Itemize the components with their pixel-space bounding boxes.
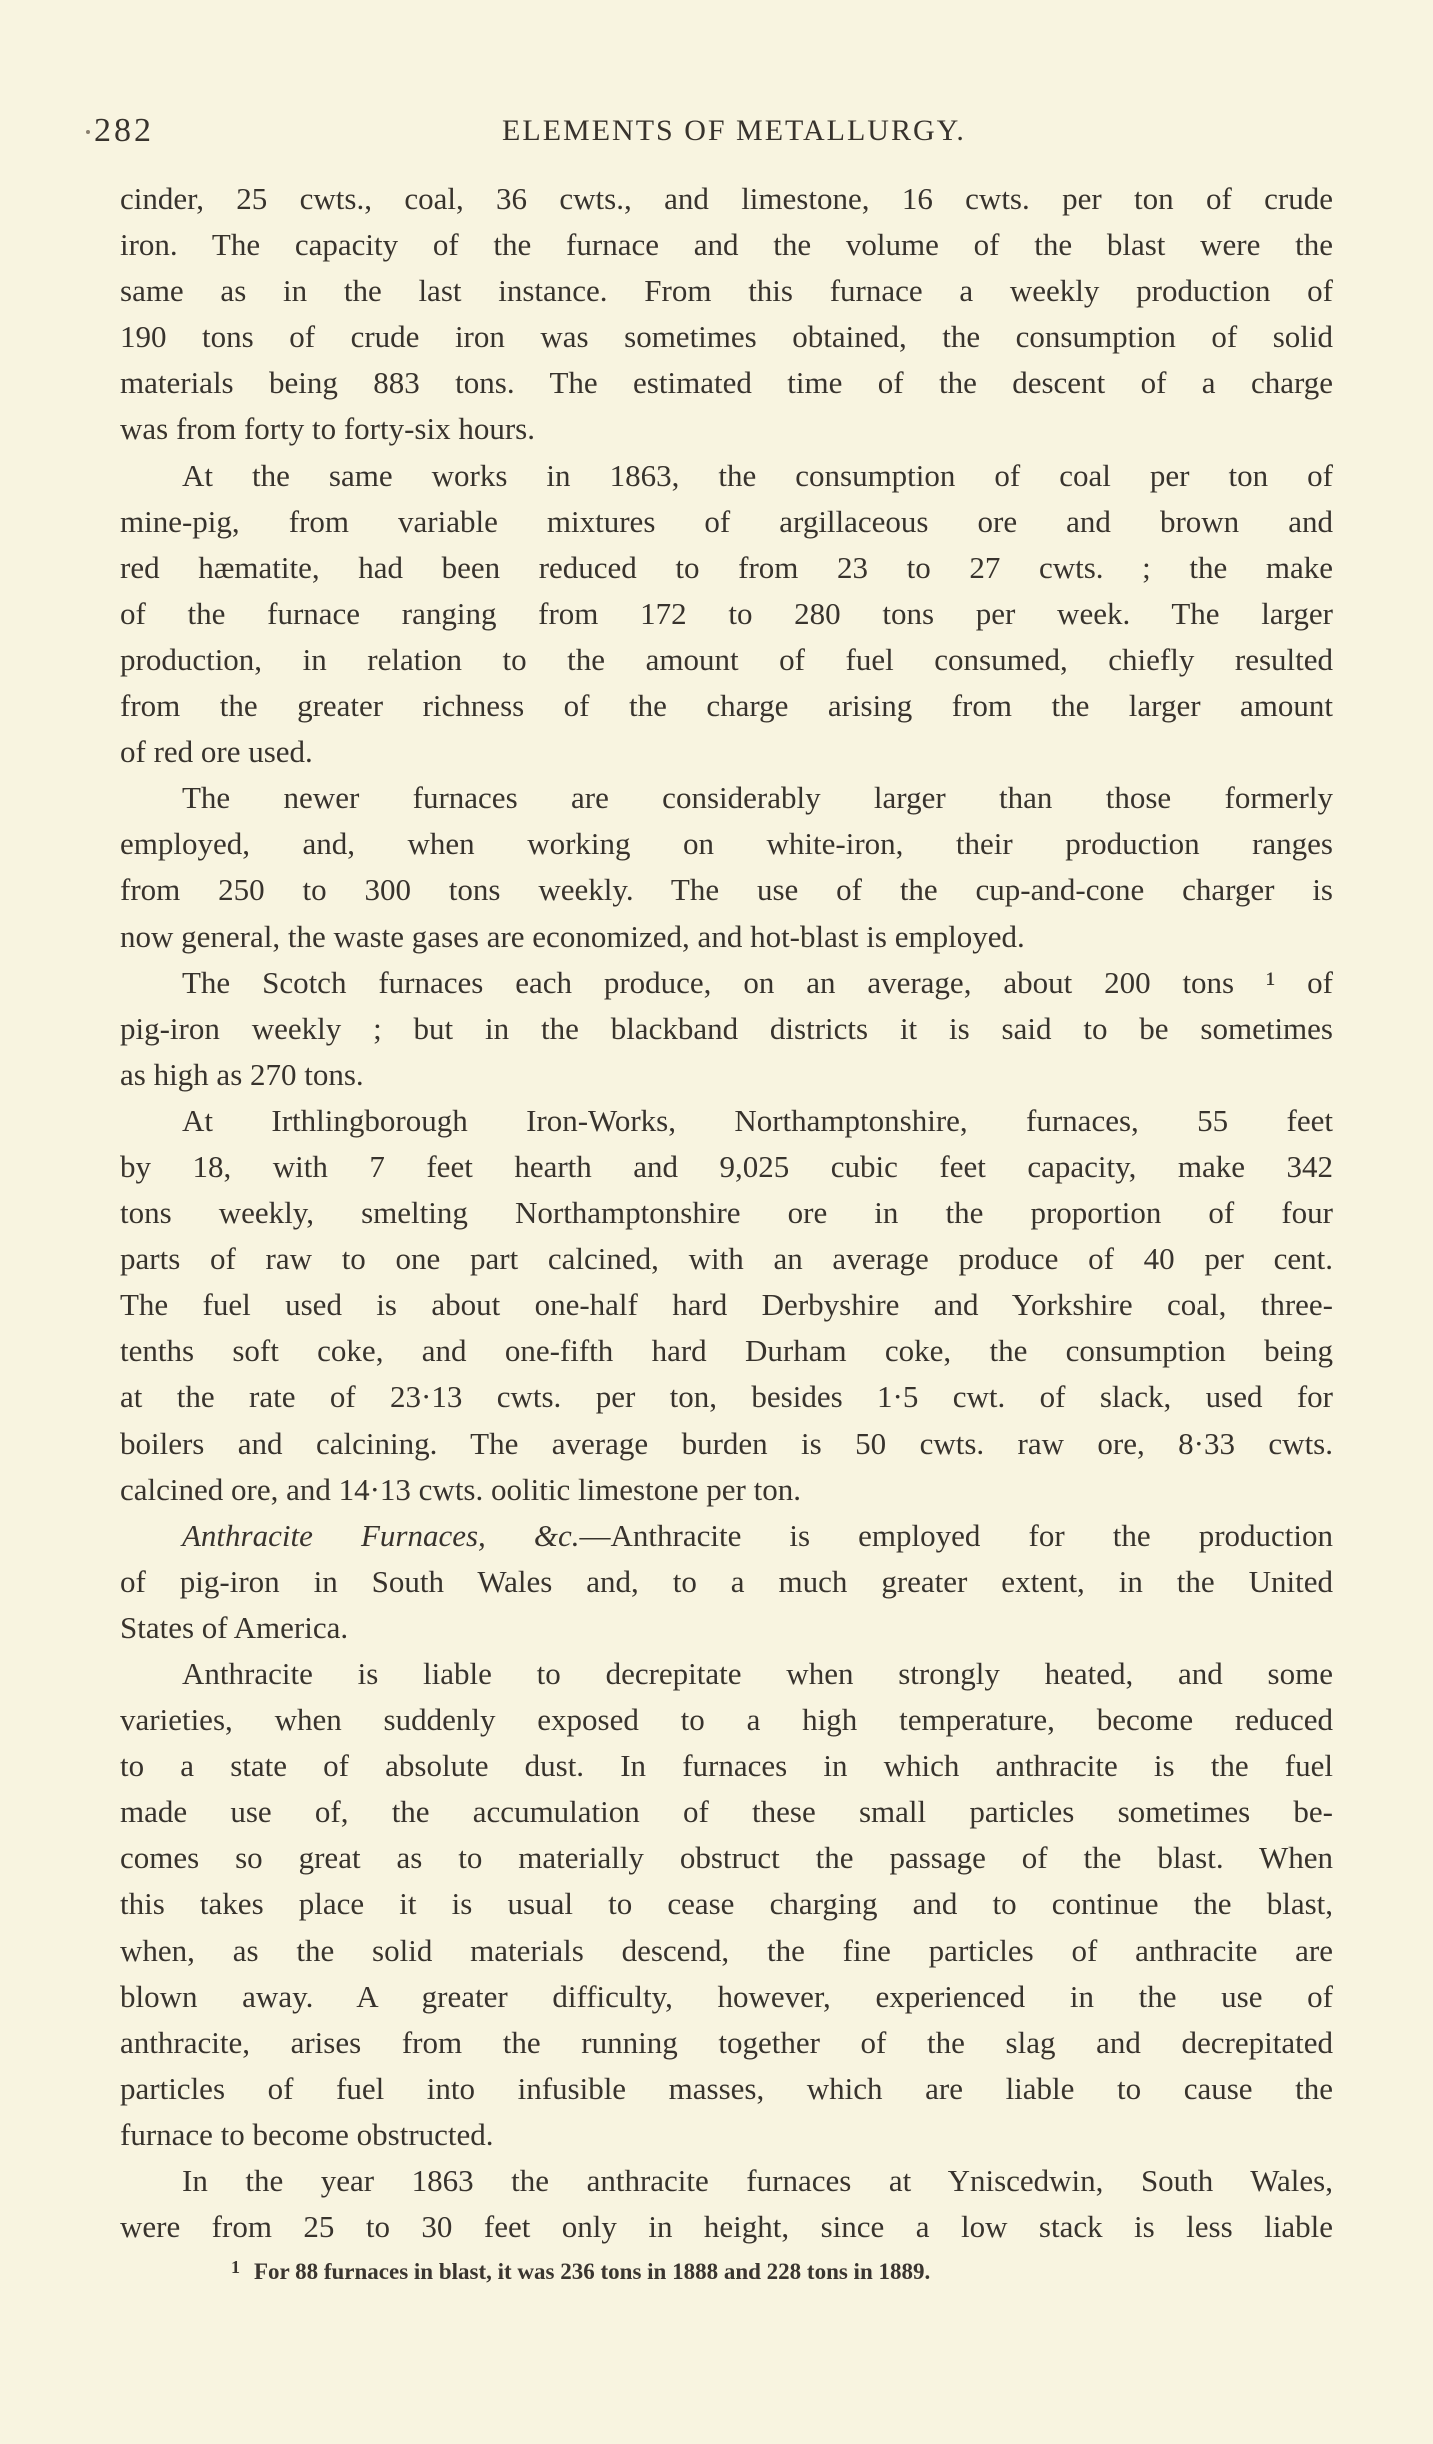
text-line: production, in relation to the amount of fuel consumed, chiefly resulted: [120, 641, 1333, 677]
text-line: anthracite, arises from the running together of the slag and decrepitated: [120, 2024, 1333, 2060]
text-line: by 18, with 7 feet hearth and 9,025 cubic feet capacity, make 342: [120, 1148, 1333, 1184]
section-heading-italic: Anthracite Furnaces, &c.: [182, 1517, 580, 1553]
text-line: made use of, the accumulation of these small particles sometimes be-: [120, 1794, 1333, 1830]
footnote-text: For 88 furnaces in blast, it was 236 tons in 1888 and 228 tons in 1889.: [254, 2259, 931, 2284]
footnote: [231, 2257, 930, 2285]
paragraph: [120, 453, 1333, 776]
text-line: boilers and calcining. The average burden is 50 cwts. raw ore, 8·33 cwts.: [120, 1425, 1333, 1461]
text-line: iron. The capacity of the furnace and the volume of the blast were the: [120, 227, 1333, 263]
text-line: of red ore used.: [120, 734, 313, 770]
text-line: [120, 1513, 1333, 1559]
text-line: of pig-iron in South Wales and, to a much greater extent, in the United: [120, 1563, 1333, 1599]
footnote-mark: 1: [231, 2257, 240, 2277]
text-line: as high as 270 tons.: [120, 1056, 364, 1092]
paragraph: [120, 1513, 1333, 1651]
text-line: same as in the last instance. From this furnace a weekly production of: [120, 273, 1333, 309]
text-line: The fuel used is about one-half hard Derbyshire and Yorkshire coal, three-: [120, 1287, 1333, 1323]
running-title: ELEMENTS OF METALLURGY.: [502, 114, 966, 147]
text-line: tons weekly, smelting Northamptonshire ore in the proportion of four: [120, 1195, 1333, 1231]
running-header: [94, 112, 1334, 156]
text-line: to a state of absolute dust. In furnaces in which anthracite is the fuel: [120, 1748, 1333, 1784]
text-line: from 250 to 300 tons weekly. The use of the cup-and-cone charger is: [120, 872, 1333, 908]
text-line: particles of fuel into infusible masses, which are liable to cause the: [120, 2070, 1333, 2106]
text-line: this takes place it is usual to cease charging and to continue the blast,: [120, 1886, 1333, 1922]
text-line: at the rate of 23·13 cwts. per ton, besides 1·5 cwt. of slack, used for: [120, 1379, 1333, 1415]
text-line: red hæmatite, had been reduced to from 23 to 27 cwts. ; the make: [120, 549, 1333, 585]
text-line: calcined ore, and 14·13 cwts. oolitic limestone per ton.: [120, 1471, 801, 1507]
text-line: parts of raw to one part calcined, with an average produce of 40 per cent.: [120, 1241, 1333, 1277]
text-line: varieties, when suddenly exposed to a high temperature, become reduced: [120, 1702, 1333, 1738]
text-line: was from forty to forty-six hours.: [120, 411, 535, 447]
paragraph: [120, 1651, 1333, 2158]
text-line: of the furnace ranging from 172 to 280 tons per week. The larger: [120, 595, 1333, 631]
text-line: from the greater richness of the charge arising from the larger amount: [120, 688, 1333, 724]
text-line: pig-iron weekly ; but in the blackband districts it is said to be sometimes: [120, 1010, 1333, 1046]
text-line: tenths soft coke, and one-fifth hard Durham coke, the consumption being: [120, 1333, 1333, 1369]
text-line: furnace to become obstructed.: [120, 2116, 494, 2152]
paragraph: [120, 2158, 1333, 2250]
text-line: were from 25 to 30 feet only in height, since a low stack is less liable: [120, 2209, 1333, 2245]
text-line: mine-pig, from variable mixtures of argillaceous ore and brown and: [120, 503, 1333, 539]
text-line: blown away. A greater difficulty, however, experienced in the use of: [120, 1978, 1333, 2014]
text-line: materials being 883 tons. The estimated time of the descent of a charge: [120, 365, 1333, 401]
text-line: employed, and, when working on white-iron, their production ranges: [120, 826, 1333, 862]
text-line: The newer furnaces are considerably larger than those formerly: [182, 780, 1333, 816]
paragraph: [120, 176, 1333, 453]
paragraph: [120, 775, 1333, 959]
paragraph: [120, 960, 1333, 1098]
text-line: 190 tons of crude iron was sometimes obtained, the consumption of solid: [120, 319, 1333, 355]
text-line: now general, the waste gases are economized, and hot-blast is employed.: [120, 918, 1025, 954]
text-line: At the same works in 1863, the consumption of coal per ton of: [182, 457, 1333, 493]
text-line: The Scotch furnaces each produce, on an average, about 200 tons ¹ of: [182, 964, 1333, 1000]
margin-dot: [86, 130, 90, 134]
text-line: At Irthlingborough Iron-Works, Northamptonshire, furnaces, 55 feet: [182, 1102, 1333, 1138]
text-line: Anthracite is liable to decrepitate when strongly heated, and some: [182, 1656, 1333, 1691]
text-line: when, as the solid materials descend, the fine particles of anthracite are: [120, 1932, 1333, 1968]
text-line: comes so great as to materially obstruct the passage of the blast. When: [120, 1840, 1333, 1876]
body-text: [120, 176, 1333, 2250]
paragraph: [120, 1098, 1333, 1513]
line-text: —Anthracite is employed for the production: [579, 1517, 1334, 1553]
text-line: cinder, 25 cwts., coal, 36 cwts., and limestone, 16 cwts. per ton of crude: [120, 181, 1333, 216]
text-line: States of America.: [120, 1609, 349, 1645]
page-number: 282: [94, 112, 154, 149]
text-line: In the year 1863 the anthracite furnaces at Yniscedwin, South Wales,: [182, 2163, 1333, 2199]
